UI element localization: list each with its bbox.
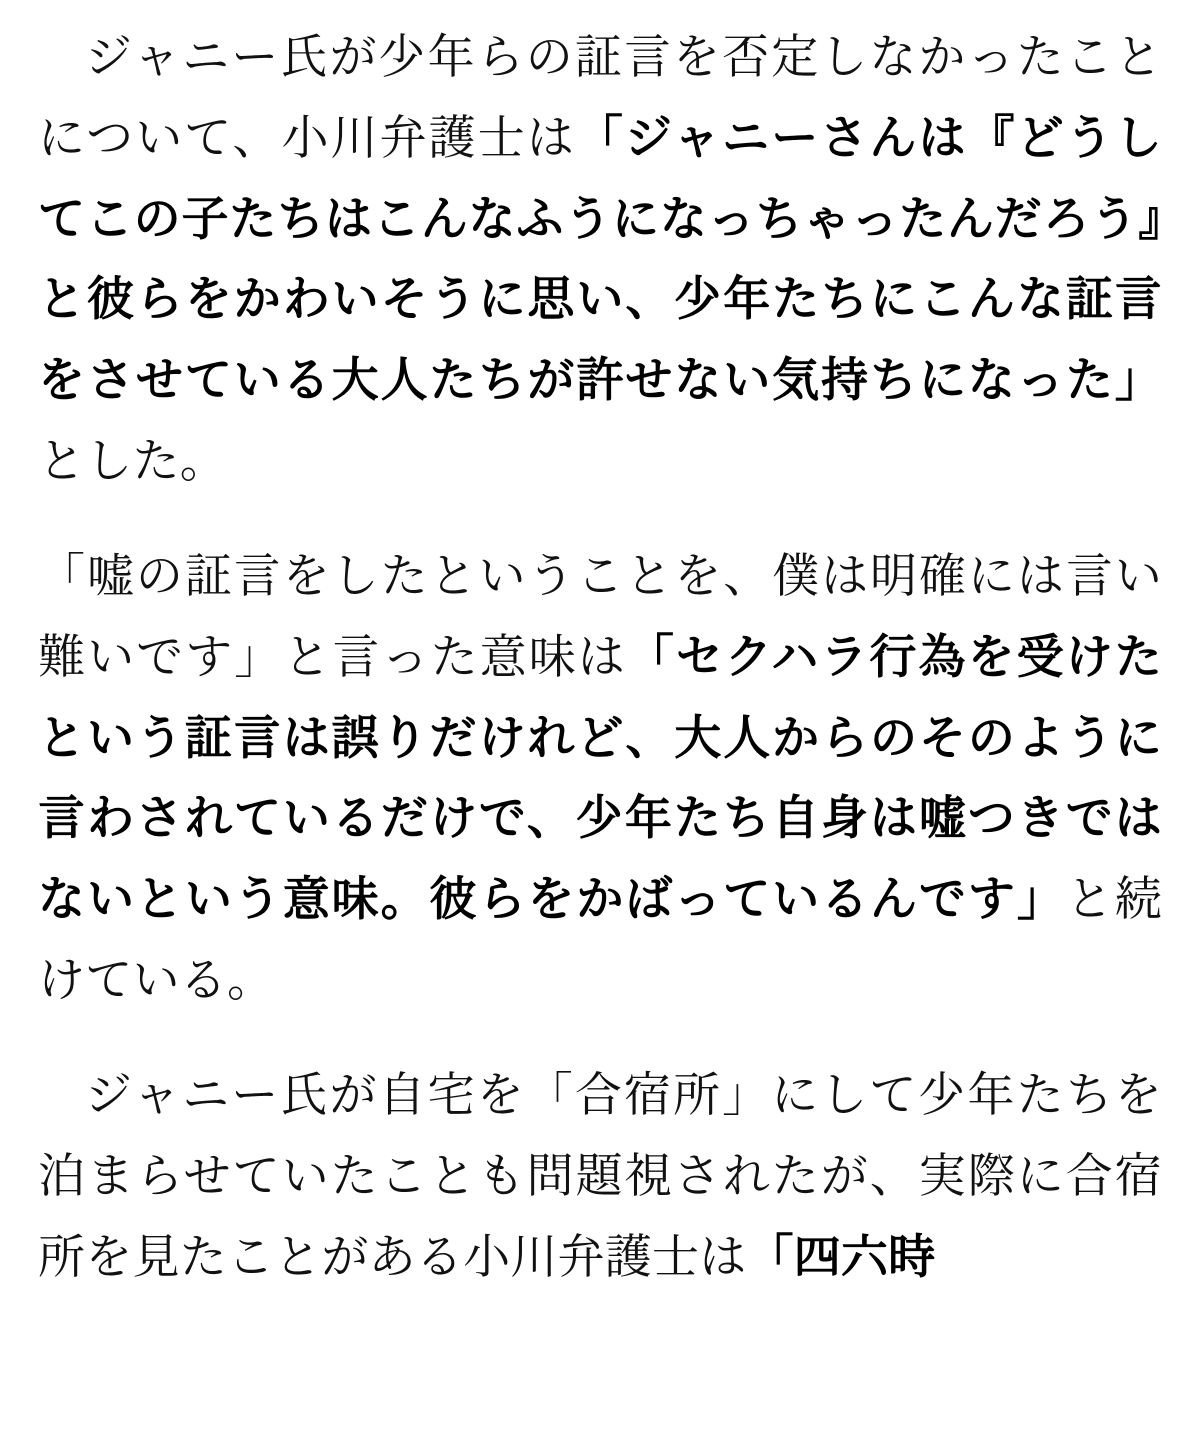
text-run: ジャニー氏が少年らの証言を否定しなかったことについて、小川弁護士は: [38, 30, 1162, 166]
text-run: と続けている。: [38, 872, 1162, 1009]
text-run: とした。: [38, 434, 227, 490]
emphasized-text-run: 「四六時: [746, 1229, 936, 1285]
text-run: ジャニー氏が自宅を「合宿所」にして少年たちを泊まらせていたことも問題視されたが、実際に合宿所を見たことがある小川弁護士は: [38, 1067, 1162, 1285]
paragraph-1: [38, 18, 1162, 503]
paragraph-3: [38, 1056, 1162, 1298]
article-body: [38, 18, 1162, 1298]
emphasized-text-run: 「ジャニーさんは『どうしてこの子たちはこんなふうになっちゃったんだろう』と彼らをかわいそうに思い、少年たちにこんな証言をさせている大人たちが許せない気持ちになった」: [38, 110, 1162, 409]
emphasized-text-run: 「セクハラ行為を受けたという証言は誤りだけれど、大人からのそのように言わされているだけで、少年たち自身は嘘つきではないという意味。彼らをかばっているんです」: [38, 629, 1162, 928]
paragraph-2: [38, 537, 1162, 1022]
text-run: 「嘘の証言をしたということを、僕は明確には言い難いです」と言った意味は: [38, 548, 1162, 685]
